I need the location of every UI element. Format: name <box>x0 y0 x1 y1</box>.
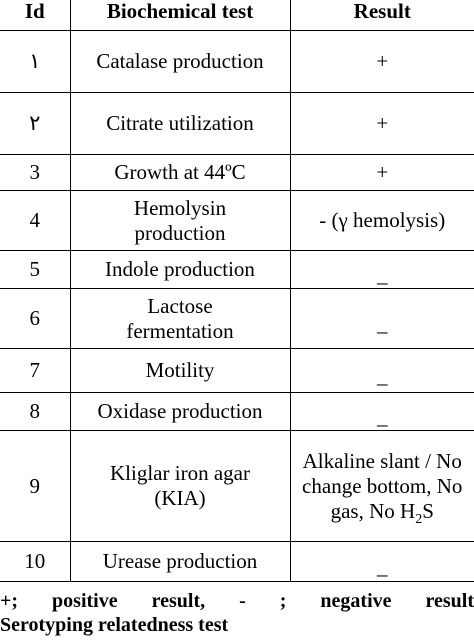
row-result: + <box>290 31 474 93</box>
row-result-text: _ <box>377 312 388 336</box>
table-row <box>0 431 474 542</box>
row-id: ٢ <box>0 93 70 155</box>
footnote-word: result, <box>151 590 206 612</box>
row-result: - (γ hemolysis) <box>290 191 474 251</box>
table-row <box>0 349 474 393</box>
row-result <box>290 542 474 582</box>
footnote-word: ; <box>279 590 287 612</box>
row-test: Lactose fermentation <box>70 289 290 349</box>
header-biochemical-test: Biochemical test <box>70 0 290 31</box>
table-row <box>0 191 474 251</box>
table-row <box>0 289 474 349</box>
row-result: + <box>290 155 474 191</box>
row-test: Growth at 44ºC <box>70 155 290 191</box>
footnote-word: result <box>425 590 474 612</box>
row-test: Oxidase production <box>70 393 290 431</box>
table-row <box>0 251 474 289</box>
row-id: 3 <box>0 155 70 191</box>
row-test: Hemolysin production <box>70 191 290 251</box>
row-result-text: _ <box>377 263 388 287</box>
table-row <box>0 93 474 155</box>
row-id: 10 <box>0 542 70 582</box>
row-result <box>290 393 474 431</box>
row-id: ١ <box>0 31 70 93</box>
footnote-caption: Serotyping relatedness test <box>0 614 229 636</box>
row-test: Kliglar iron agar (KIA) <box>70 431 290 542</box>
row-test: Citrate utilization <box>70 93 290 155</box>
row-test: Indole production <box>70 251 290 289</box>
footnote-word: negative <box>320 590 392 612</box>
row-test: Motility <box>70 349 290 393</box>
table-row <box>0 393 474 431</box>
table-row <box>0 31 474 93</box>
table-header-row <box>0 0 474 31</box>
footnote-word: +; <box>0 590 19 612</box>
row-result <box>290 251 474 289</box>
row-id: 9 <box>0 431 70 542</box>
row-test: Catalase production <box>70 31 290 93</box>
footnote-word: positive <box>52 590 118 612</box>
row-id: 5 <box>0 251 70 289</box>
footnote-word: - <box>239 590 246 612</box>
row-result-kia: Alkaline slant / No change bottom, No gas, No $H_2S$ <box>302 448 463 527</box>
row-result <box>290 431 474 542</box>
row-result <box>290 349 474 393</box>
row-result: + <box>290 93 474 155</box>
table-row <box>0 542 474 582</box>
row-id: 4 <box>0 191 70 251</box>
row-id: 6 <box>0 289 70 349</box>
row-result-text: _ <box>377 364 388 388</box>
row-result-text: _ <box>377 405 388 429</box>
header-result: Result <box>290 0 474 31</box>
row-test: Urease production <box>70 542 290 582</box>
row-id: 7 <box>0 349 70 393</box>
table-row <box>0 155 474 191</box>
row-id: 8 <box>0 393 70 431</box>
footnote-legend <box>0 590 474 612</box>
header-id: Id <box>0 0 70 31</box>
row-result-text: _ <box>377 555 388 579</box>
row-result <box>290 289 474 349</box>
